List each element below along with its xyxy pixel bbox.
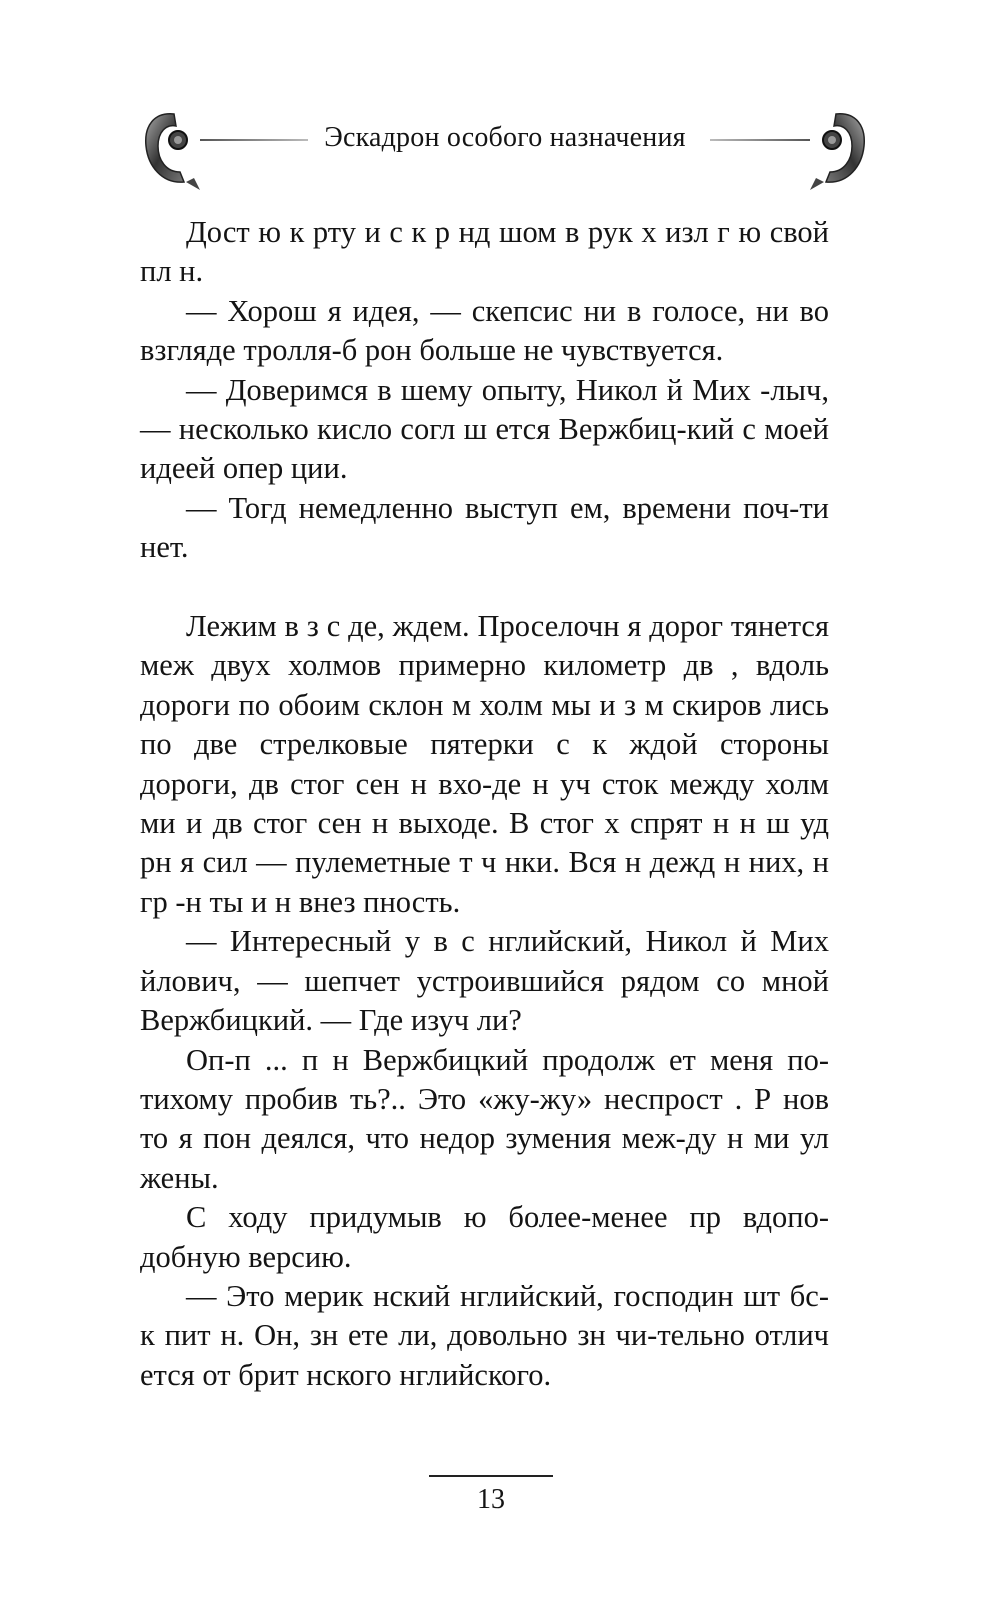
page-body <box>140 213 829 1395</box>
footer-rule <box>429 1475 553 1477</box>
paragraph: — Доверимся в шему опыту, Никол й Мих -лыч, — несколько кисло согл ш ется Вержбиц-кий с моей идеей опер ции. <box>140 372 829 486</box>
curl-ornament-icon <box>798 108 870 192</box>
paragraph: Дост ю к рту и с к р нд шом в рук х изл г ю свой пл н. <box>140 215 829 289</box>
paragraph: — Тогд немедленно выступ ем, времени поч-ти нет. <box>140 490 829 565</box>
page-number: 13 <box>477 1484 505 1515</box>
paragraph: — Это мерик нский нглийский, господин шт бс-к пит н. Он, зн ете ли, довольно зн чи-тельно отлич ется от брит нского нглийского. <box>140 1278 829 1392</box>
running-header <box>140 108 870 198</box>
paragraph: — Хорош я идея, — скепсис ни в голосе, ни во взгляде тролля-б рон больше не чувствуется. <box>140 293 829 368</box>
paragraph: С ходу придумыв ю более-менее пр вдопо-добную версию. <box>140 1200 829 1274</box>
section-break <box>140 568 829 607</box>
paragraph: Оп-п ... п н Вержбицкий продолж ет меня по-тихому пробив ть?.. Это «жу-жу» неспрост . Р нов то я пон деялся, что недор зумения меж-ду н ми ул жены. <box>140 1042 829 1195</box>
paragraph: — Интересный у в с нглийский, Никол й Мих йлович, — шепчет устроившийся рядом со мной Вержбицкий. — Где изуч ли? <box>140 924 829 1038</box>
paragraph: Лежим в з с де, ждем. Проселочн я дорог тянется меж двух холмов примерно километр дв , вдоль дороги по обоим склон м холм мы и з м скиров лись по две стрелковые пятерки с к ждой стороны дороги, дв стог сен н вхо-де н уч сток между холм ми и дв стог сен н выходе. В стог х спрят н н ш уд рн я сил — пулеметные т ч нки. Вся н дежд н них, н гр -н ты и н внез пность. <box>140 609 829 919</box>
running-title: Эскадрон особого назначения <box>324 122 686 153</box>
header-rule-right <box>710 139 810 141</box>
